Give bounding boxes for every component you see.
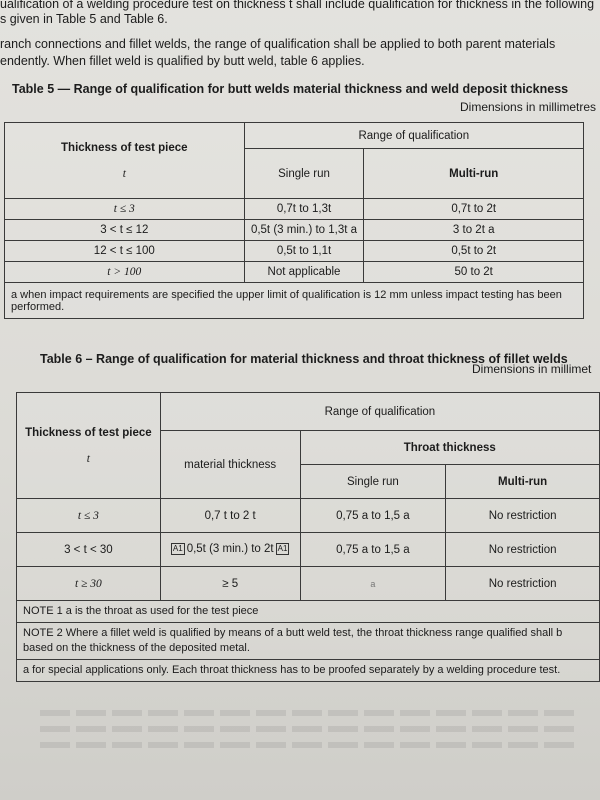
header-symbol: t: [122, 167, 126, 180]
table6-note1: NOTE 1 a is the throat as used for the test piece: [17, 601, 600, 623]
table6-single-run-header: Single run: [300, 465, 446, 499]
faint-line: [40, 742, 580, 748]
table5-cell-single: 0,5t to 1,1t: [244, 241, 364, 262]
table6-cell-thickness: t ≤ 3: [17, 499, 161, 533]
table5-cell-multi: 0,7t to 2t: [364, 199, 584, 220]
faint-line: [40, 710, 580, 716]
table-row: [5, 199, 584, 220]
table6-cell-thickness: t ≥ 30: [17, 567, 161, 601]
table-row: [17, 567, 600, 601]
table5-cell-thickness: t > 100: [5, 262, 245, 283]
table5: [4, 122, 584, 319]
table6-cell-material: 0,7 t to 2 t: [160, 499, 300, 533]
table6-cell-multi: No restriction: [446, 499, 600, 533]
table6-multi-run-header: Multi-run: [446, 465, 600, 499]
table5-cell-thickness: t ≤ 3: [5, 199, 245, 220]
table5-thickness-header: [5, 123, 245, 199]
table6-footnote: a for special applications only. Each throat thickness has to be proofed separately by a welding procedure test.: [17, 660, 600, 682]
table6-material-thickness-header: material thickness: [160, 431, 300, 499]
intro-line: s given in Table 5 and Table 6.: [0, 12, 168, 26]
table6-note2: NOTE 2 Where a fillet weld is qualified by means of a butt weld test, the throat thickness range qualified shall b based on the thickness of the deposited metal.: [17, 623, 600, 660]
table5-caption: Table 5 — Range of qualification for butt welds material thickness and weld deposit thickness: [12, 82, 569, 96]
intro-paragraph: [0, 0, 600, 70]
table5-cell-thickness: 3 < t ≤ 12: [5, 220, 245, 241]
table5-cell-single: 0,7t to 1,3t: [244, 199, 364, 220]
header-label: Thickness of test piece: [25, 426, 152, 439]
intro-line: ualification of a welding procedure test on thickness t shall include qualification for thickness in the following: [0, 0, 595, 11]
table-row: [5, 262, 584, 283]
intro-line: ranch connections and fillet welds, the range of qualification shall be applied to both parent materials: [0, 37, 556, 51]
table5-multi-run-header: Multi-run: [364, 149, 584, 199]
table6-throat-thickness-header: Throat thickness: [300, 431, 599, 465]
table5-cell-multi: 50 to 2t: [364, 262, 584, 283]
table6-caption: Table 6 – Range of qualification for material thickness and throat thickness of fillet welds: [40, 352, 568, 366]
table6-dimensions: Dimensions in millimet: [472, 362, 592, 376]
table6-range-header: Range of qualification: [160, 393, 599, 431]
table6-cell-single: 0,75 a to 1,5 a: [300, 499, 446, 533]
table6-cell-material: [160, 533, 300, 567]
table6-cell-thickness: 3 < t < 30: [17, 533, 161, 567]
table5-footnote: a when impact requirements are specified the upper limit of qualification is 12 mm unless impact testing has been performed.: [5, 283, 584, 319]
header-symbol: t: [86, 452, 90, 465]
table5-cell-multi: 3 to 2t a: [364, 220, 584, 241]
table5-range-header: Range of qualification: [244, 123, 583, 149]
table-row: [17, 533, 600, 567]
table-row: [5, 241, 584, 262]
table5-cell-single: 0,5t (3 min.) to 1,3t a: [244, 220, 364, 241]
faded-bleed-through: [40, 700, 580, 790]
table-row: [5, 220, 584, 241]
table5-dimensions: Dimensions in millimetres: [460, 100, 597, 114]
table6-cell-multi: No restriction: [446, 567, 600, 601]
table5-cell-thickness: 12 < t ≤ 100: [5, 241, 245, 262]
table5-single-run-header: Single run: [244, 149, 364, 199]
table6-cell-multi: No restriction: [446, 533, 600, 567]
table-row: [17, 499, 600, 533]
amendment-marker: A1: [277, 544, 288, 554]
material-value: 0,5t (3 min.) to 2t: [186, 543, 274, 556]
table6: [16, 392, 600, 682]
faint-line: [40, 726, 580, 732]
table6-thickness-header: [17, 393, 161, 499]
amendment-marker: A1: [172, 544, 183, 554]
intro-line: endently. When fillet weld is qualified by butt weld, table 6 applies.: [0, 54, 365, 68]
table6-cell-material: ≥ 5: [160, 567, 300, 601]
table5-cell-multi: 0,5t to 2t: [364, 241, 584, 262]
table6-cell-single: a: [300, 567, 446, 601]
header-label: Thickness of test piece: [61, 141, 188, 154]
table5-cell-single: Not applicable: [244, 262, 364, 283]
table6-cell-single: 0,75 a to 1,5 a: [300, 533, 446, 567]
